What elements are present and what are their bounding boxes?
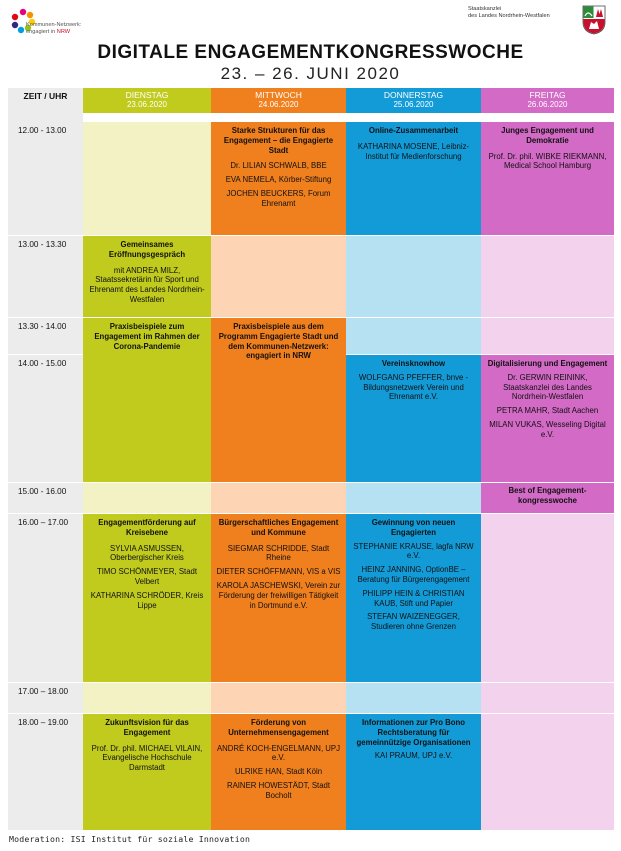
empty-slot	[211, 483, 346, 513]
event-unternehmensengagement[interactable]: Förderung von Unternehmensengagement ANDRÉ KOCH-ENGELMANN, UPJ e.V. ULRIKE HAN, Stadt Köln RAINER HOWESTÄDT, Stadt Bocholt	[211, 714, 346, 830]
column-header-friday: FREITAG 26.06.2020	[481, 88, 614, 113]
event-eroeffnungsgespraech[interactable]: Gemeinsames Eröffnungsgespräch mit ANDREA MILZ, Staatssekretärin für Sport und Ehrenamt des Landes Nordrhein-Westfalen	[83, 236, 211, 317]
event-buergerschaftliches-engagement[interactable]: Bürgerschaftliches Engagement und Kommune SIEGMAR SCHRIDDE, Stadt Rheine DIETER SCHÖFFMANN, VIS a VIS KAROLA JASCHEWSKI, Verein zur Förderung der freiwilligen Tätigkeit in Dortmund e.V.	[211, 514, 346, 682]
event-zukunftsvision[interactable]: Zukunftsvision für das Engagement Prof. Dr. phil. MICHAEL VILAIN, Evangelische Hochschule Darmstadt	[83, 714, 211, 830]
empty-slot	[481, 318, 614, 354]
empty-slot	[211, 683, 346, 713]
time-cell: 12.00 - 13.00	[8, 122, 83, 235]
page-header	[0, 0, 621, 90]
column-header-thursday: DONNERSTAG 25.06.2020	[346, 88, 481, 113]
empty-slot	[211, 236, 346, 317]
page-subtitle: 23. – 26. JUNI 2020	[220, 64, 401, 83]
event-pro-bono-rechtsberatung[interactable]: Informationen zur Pro Bono Rechtsberatung für gemeinnützige Organisationen KAI PRAUM, UPJ e.V.	[346, 714, 481, 830]
empty-slot	[346, 483, 481, 513]
event-praxisbeispiele-corona[interactable]: Praxisbeispiele zum Engagement im Rahmen der Corona-Pandemie	[83, 318, 211, 482]
staatskanzlei-logo-text: Staatskanzlei des Landes Nordrhein-Westfalen	[468, 6, 550, 19]
event-engagementfoerderung-kreisebene[interactable]: Engagementförderung auf Kreisebene SYLVIA ASMUSSEN, Oberbergischer Kreis TIMO SCHÖNMEYER, Stadt Velbert KATHARINA SCHRÖDER, Kreis Lippe	[83, 514, 211, 682]
event-praxisbeispiele-engagierte-stadt[interactable]: Praxisbeispiele aus dem Programm Engagierte Stadt und dem Kommunen-Netzwerk: engagiert in NRW	[211, 318, 346, 482]
column-header-tuesday: DIENSTAG 23.06.2020	[83, 88, 211, 113]
moderation-footer: Moderation: ISI Institut für soziale Innovation	[9, 834, 251, 844]
time-cell: 13.00 - 13.30	[8, 236, 83, 317]
empty-slot	[481, 514, 614, 682]
event-starke-strukturen[interactable]: Starke Strukturen für das Engagement – die Engagierte Stadt Dr. LILIAN SCHWALB, BBE EVA NEMELA, Körber-Stiftung JOCHEN BEUCKERS, Forum Ehrenamt	[211, 122, 346, 235]
nrw-crest-icon	[582, 5, 606, 35]
empty-slot	[481, 236, 614, 317]
event-junges-engagement[interactable]: Junges Engagement und Demokratie Prof. Dr. phil. WIBKE RIEKMANN, Medical School Hamburg	[481, 122, 614, 235]
event-best-of[interactable]: Best of Engagement-kongresswoche	[481, 483, 614, 513]
time-cell: 16.00 – 17.00	[8, 514, 83, 682]
empty-slot	[481, 683, 614, 713]
empty-slot	[346, 236, 481, 317]
empty-slot	[346, 683, 481, 713]
time-header-cell: ZEIT / UHR	[8, 88, 83, 122]
empty-slot	[83, 122, 211, 235]
time-cell: 15.00 - 16.00	[8, 483, 83, 513]
column-header-wednesday: MITTWOCH 24.06.2020	[211, 88, 346, 113]
event-online-zusammenarbeit[interactable]: Online-Zusammenarbeit KATHARINA MOSENE, Leibniz-Institut für Medienforschung	[346, 122, 481, 235]
event-gewinnung-engagierte[interactable]: Gewinnung von neuen Engagierten STEPHANIE KRAUSE, lagfa NRW e.V. HEINZ JANNING, OptionBE – Beratung für Bürgerengagement PHILIPP HEIN & CHRISTIAN KAUB, Stift und Papier STEFAN WAIZENEGGER, Studieren ohne Grenzen	[346, 514, 481, 682]
page-title: DIGITALE ENGAGEMENTKONGRESSWOCHE	[97, 42, 524, 63]
schedule-table	[8, 88, 614, 830]
empty-slot	[481, 714, 614, 830]
event-digitalisierung[interactable]: Digitalisierung und Engagement Dr. GERWIN REININK, Staatskanzlei des Landes Nordrhein-Westfalen PETRA MAHR, Stadt Aachen MILAN VUKAS, Wesseling Digital e.V.	[481, 355, 614, 482]
time-cell: 13.30 - 14.00	[8, 318, 83, 354]
time-cell: 17.00 – 18.00	[8, 683, 83, 713]
empty-slot	[83, 483, 211, 513]
event-vereinsknowhow[interactable]: Vereinsknowhow WOLFGANG PFEFFER, bnve - Bildungsnetzwerk Verein und Ehrenamt e.V.	[346, 355, 481, 482]
time-cell: 14.00 - 15.00	[8, 355, 83, 482]
empty-slot	[83, 683, 211, 713]
empty-slot	[346, 318, 481, 354]
time-cell: 18.00 – 19.00	[8, 714, 83, 830]
kommunen-netzwerk-logo-text: Kommunen-Netzwerk: engagiert in NRW	[26, 22, 82, 35]
